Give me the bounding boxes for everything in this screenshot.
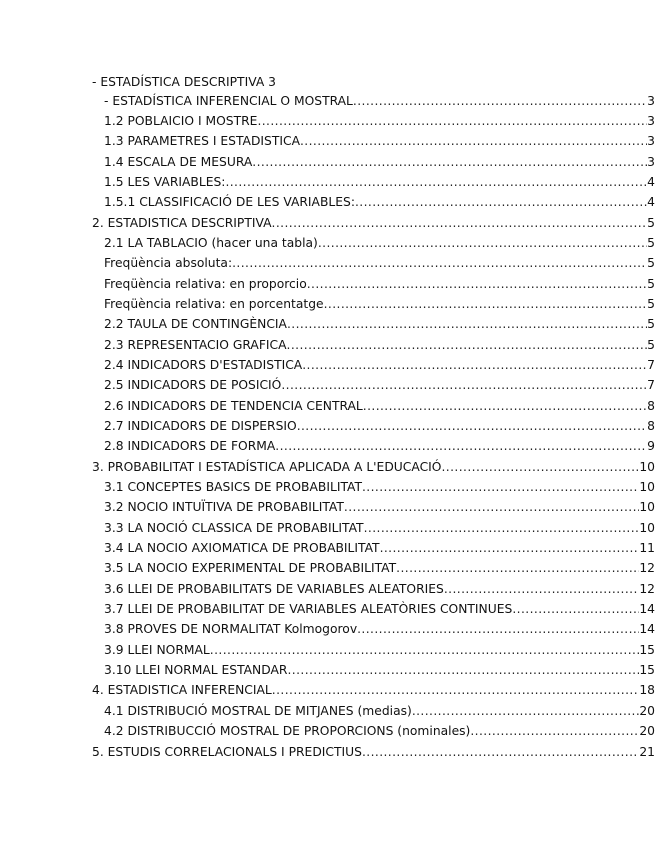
toc-entry-page-number: 5 xyxy=(647,317,655,332)
toc-dot-leader xyxy=(357,619,639,639)
toc-entry-title: 2.4 INDICADORS D'ESTADISTICA xyxy=(104,357,303,372)
toc-entry-page-number: 8 xyxy=(647,398,655,413)
toc-entry-page-number: 4 xyxy=(647,195,655,210)
toc-dot-leader xyxy=(362,742,639,762)
toc-entry-page-number: 12 xyxy=(639,581,655,596)
toc-entry-page-number: 15 xyxy=(639,642,655,657)
toc-entry-title: 3.10 LLEI NORMAL ESTANDAR xyxy=(104,663,288,678)
toc-entry-page-number: 11 xyxy=(639,541,655,556)
toc-dot-leader xyxy=(232,253,647,273)
toc-dot-leader xyxy=(297,416,647,436)
toc-entry-page-number: 10 xyxy=(639,520,655,535)
toc-dot-leader xyxy=(396,558,639,578)
toc-entry-title: 3.3 LA NOCIÓ CLASSICA DE PROBABILITAT xyxy=(104,520,364,535)
toc-entry-title: 2.2 TAULA DE CONTINGÈNCIA xyxy=(104,317,287,332)
toc-heading: - ESTADÍSTICA DESCRIPTIVA 3 xyxy=(92,75,276,89)
toc-entry[interactable] xyxy=(0,436,655,456)
toc-entry-page-number: 20 xyxy=(639,703,655,718)
toc-entry-page-number: 14 xyxy=(639,622,655,637)
toc-entry-page-number: 5 xyxy=(647,276,655,291)
toc-dot-leader xyxy=(225,172,647,192)
toc-entry-page-number: 18 xyxy=(639,683,655,698)
toc-entry[interactable] xyxy=(0,253,655,273)
toc-dot-leader xyxy=(275,436,647,456)
toc-entry-page-number: 10 xyxy=(639,480,655,495)
toc-entry-title: 4.2 DISTRIBUCCIÓ MOSTRAL DE PROPORCIONS (nominales) xyxy=(104,724,471,739)
toc-entry[interactable] xyxy=(0,701,655,721)
toc-entry-page-number: 4 xyxy=(647,174,655,189)
toc-entry-page-number: 5 xyxy=(647,337,655,352)
toc-dot-leader xyxy=(324,294,648,314)
toc-dot-leader xyxy=(444,579,639,599)
toc-entry[interactable] xyxy=(0,294,655,314)
toc-entry-page-number: 5 xyxy=(647,296,655,311)
toc-entry-title: 3.6 LLEI DE PROBABILITATS DE VARIABLES ALEATORIES xyxy=(104,581,444,596)
toc-entry-title: 2.8 INDICADORS DE FORMA xyxy=(104,439,276,454)
toc-entry[interactable] xyxy=(0,314,655,334)
toc-entry-page-number: 5 xyxy=(647,235,655,250)
toc-dot-leader xyxy=(318,233,647,253)
toc-entry-title: 5. ESTUDIS CORRELACIONALS I PREDICTIUS xyxy=(92,744,362,759)
toc-entry-title: 3.2 NOCIO INTUÏTIVA DE PROBABILITAT xyxy=(104,500,344,515)
toc-entry[interactable] xyxy=(0,335,655,355)
toc-dot-leader xyxy=(441,457,639,477)
toc-entry-page-number: 15 xyxy=(639,663,655,678)
toc-dot-leader xyxy=(287,660,639,680)
toc-entry[interactable] xyxy=(0,91,655,111)
toc-dot-leader xyxy=(380,538,640,558)
toc-entry[interactable] xyxy=(0,497,655,517)
toc-entry-page-number: 3 xyxy=(647,113,655,128)
toc-entry[interactable] xyxy=(0,538,655,558)
toc-entry-page-number: 5 xyxy=(647,215,655,230)
toc-entry-page-number: 10 xyxy=(639,459,655,474)
table-of-contents xyxy=(0,91,655,762)
toc-dot-leader xyxy=(210,640,640,660)
toc-entry-title: 1.4 ESCALA DE MESURA xyxy=(104,154,253,169)
toc-dot-leader xyxy=(257,111,647,131)
toc-entry-title: 2.1 LA TABLACIO (hacer una tabla) xyxy=(104,235,318,250)
toc-entry[interactable] xyxy=(0,396,655,416)
toc-entry[interactable] xyxy=(0,274,655,294)
toc-entry-page-number: 3 xyxy=(647,154,655,169)
toc-entry[interactable] xyxy=(0,640,655,660)
toc-entry-page-number: 7 xyxy=(647,357,655,372)
toc-entry-title: 1.5.1 CLASSIFICACIÓ DE LES VARIABLES: xyxy=(104,195,355,210)
toc-dot-leader xyxy=(302,355,647,375)
toc-dot-leader xyxy=(272,680,640,700)
toc-entry-page-number: 10 xyxy=(639,500,655,515)
toc-entry[interactable] xyxy=(0,355,655,375)
toc-dot-leader xyxy=(307,274,647,294)
toc-entry-title: Freqüència relativa: en proporcio xyxy=(104,276,307,291)
toc-entry-page-number: 21 xyxy=(639,744,655,759)
toc-entry[interactable] xyxy=(0,660,655,680)
toc-dot-leader xyxy=(362,477,639,497)
toc-entry-title: 3.8 PROVES DE NORMALITAT Kolmogorov xyxy=(104,622,358,637)
toc-entry-title: 3.5 LA NOCIO EXPERIMENTAL DE PROBABILITAT xyxy=(104,561,397,576)
toc-dot-leader xyxy=(281,375,647,395)
toc-entry[interactable] xyxy=(0,477,655,497)
toc-entry-title: 2. ESTADISTICA DESCRIPTIVA xyxy=(92,215,272,230)
toc-entry-title: 3.1 CONCEPTES BASICS DE PROBABILITAT xyxy=(104,480,362,495)
toc-entry-title: 3.9 LLEI NORMAL xyxy=(104,642,210,657)
toc-entry-page-number: 14 xyxy=(639,602,655,617)
toc-entry[interactable] xyxy=(0,233,655,253)
toc-entry[interactable] xyxy=(0,131,655,151)
toc-entry-page-number: 9 xyxy=(647,439,655,454)
toc-entry-page-number: 8 xyxy=(647,419,655,433)
toc-entry-title: Freqüència absoluta: xyxy=(104,256,233,271)
toc-entry-title: 3.7 LLEI DE PROBABILITAT DE VARIABLES ALEATÒRIES CONTINUES xyxy=(104,602,513,617)
toc-entry[interactable] xyxy=(0,416,655,436)
toc-entry[interactable] xyxy=(0,619,655,639)
toc-dot-leader xyxy=(412,701,640,721)
toc-dot-leader xyxy=(353,91,647,111)
toc-entry[interactable] xyxy=(0,192,655,212)
toc-entry-title: 1.3 PARAMETRES I ESTADISTICA xyxy=(104,134,300,149)
toc-entry-page-number: 3 xyxy=(647,93,655,108)
toc-entry[interactable] xyxy=(0,558,655,578)
toc-entry[interactable] xyxy=(0,457,655,477)
toc-entry[interactable] xyxy=(0,680,655,700)
toc-entry-title: Freqüència relativa: en porcentatge xyxy=(104,296,324,311)
toc-dot-leader xyxy=(355,192,647,212)
toc-entry-title: 4.1 DISTRIBUCIÓ MOSTRAL DE MITJANES (medias) xyxy=(104,703,412,718)
toc-dot-leader xyxy=(252,152,647,172)
toc-entry[interactable] xyxy=(0,152,655,172)
toc-entry-title: 2.6 INDICADORS DE TENDENCIA CENTRAL xyxy=(104,398,363,413)
toc-dot-leader xyxy=(300,131,647,151)
toc-entry-title: 1.2 POBLAICIO I MOSTRE xyxy=(104,113,258,128)
toc-entry-title: 2.7 INDICADORS DE DISPERSIO xyxy=(104,419,297,433)
toc-dot-leader xyxy=(344,497,639,517)
toc-entry-page-number: 20 xyxy=(639,724,655,739)
toc-dot-leader xyxy=(363,396,647,416)
toc-entry[interactable] xyxy=(0,742,655,762)
toc-entry[interactable] xyxy=(0,599,655,619)
toc-entry[interactable] xyxy=(0,375,655,395)
toc-entry[interactable] xyxy=(0,518,655,538)
toc-dot-leader xyxy=(287,335,648,355)
toc-entry-title: 4. ESTADISTICA INFERENCIAL xyxy=(92,683,272,698)
toc-entry-page-number: 5 xyxy=(647,256,655,271)
toc-dot-leader xyxy=(287,314,647,334)
toc-entry[interactable] xyxy=(0,172,655,192)
toc-entry-page-number: 7 xyxy=(647,378,655,393)
toc-entry-title: 2.3 REPRESENTACIO GRAFICA xyxy=(104,337,287,352)
toc-entry-title: 3.4 LA NOCIO AXIOMATICA DE PROBABILITAT xyxy=(104,541,380,556)
toc-entry[interactable] xyxy=(0,579,655,599)
toc-entry[interactable] xyxy=(0,111,655,131)
toc-dot-leader xyxy=(512,599,639,619)
toc-entry[interactable] xyxy=(0,213,655,233)
toc-entry-title: - ESTADÍSTICA INFERENCIAL O MOSTRAL xyxy=(104,93,353,108)
toc-entry-title: 1.5 LES VARIABLES: xyxy=(104,174,226,189)
toc-entry-page-number: 3 xyxy=(647,134,655,149)
toc-dot-leader xyxy=(272,213,648,233)
toc-entry[interactable] xyxy=(0,721,655,741)
toc-entry-title: 2.5 INDICADORS DE POSICIÓ xyxy=(104,378,282,393)
toc-entry-page-number: 12 xyxy=(639,561,655,576)
toc-dot-leader xyxy=(364,518,640,538)
toc-entry-title: 3. PROBABILITAT I ESTADÍSTICA APLICADA A L'EDUCACIÓ xyxy=(92,459,442,474)
toc-dot-leader xyxy=(470,721,639,741)
